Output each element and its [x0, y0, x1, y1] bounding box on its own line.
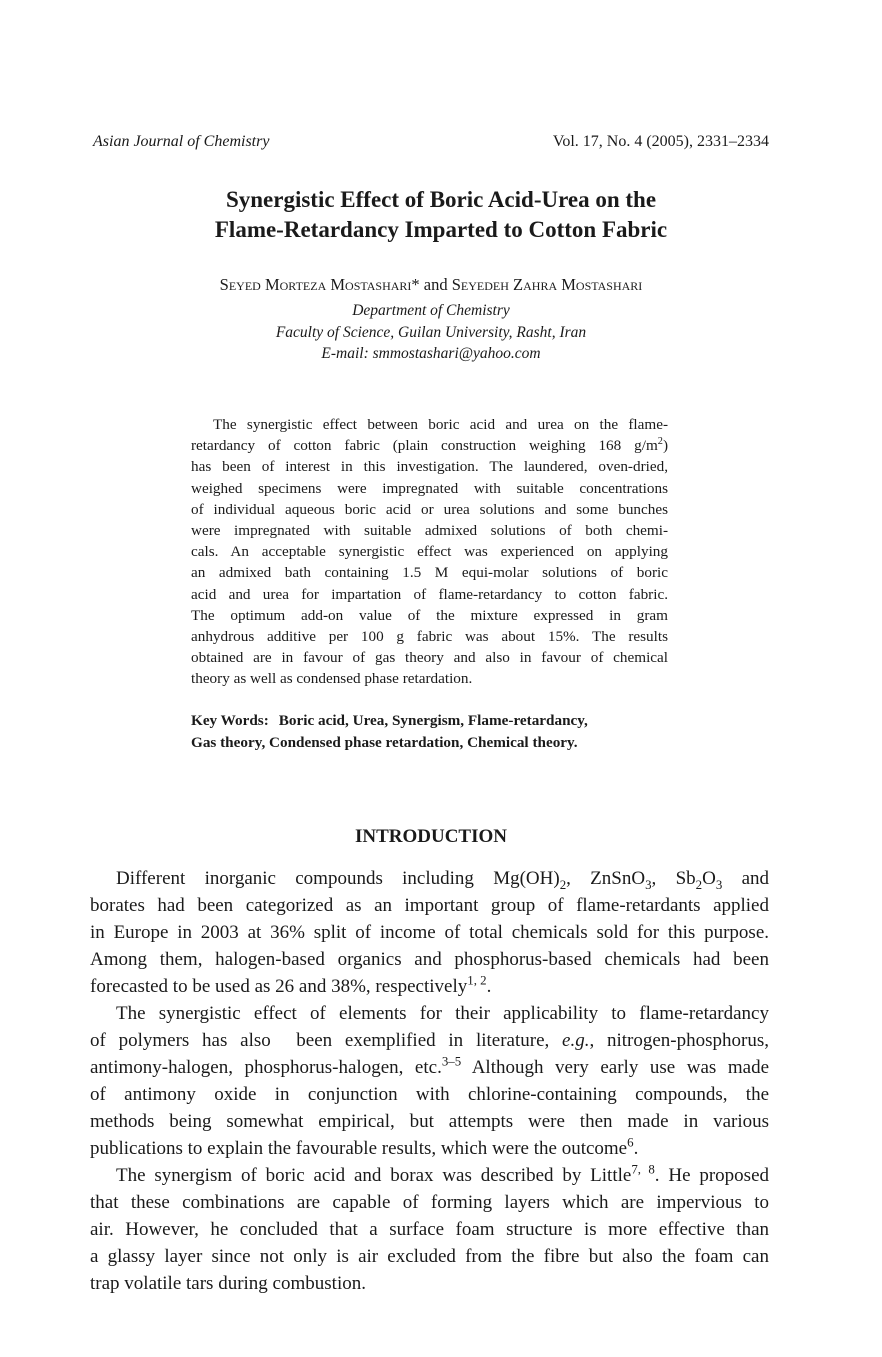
author-connector: and: [419, 275, 452, 294]
abstract-line: cals. An acceptable synergistic effect was experienced on applying: [191, 543, 668, 561]
abstract-line: were impregnated with suitable admixed solutions of both chemi-: [191, 521, 668, 539]
keywords-line-2: Gas theory, Condensed phase retardation, Chemical theory.: [191, 733, 578, 751]
abstract-line: has been of interest in this investigation. The laundered, oven-dried,: [191, 458, 668, 476]
paragraph-1-line: in Europe in 2003 at 36% split of income of total chemicals sold for this purpose.: [90, 922, 769, 943]
paragraph-2-line: antimony-halogen, phosphorus-halogen, etc.$^{3-5}$ Although very early use was made: [90, 1053, 770, 1078]
abstract-line: retardancy of cotton fabric (plain construction weighing 168 $g/m^2$): [191, 436, 668, 455]
paragraph-1-line: forecasted to be used as 26 and 38%, respectively$^{1, 2}$.: [90, 972, 492, 997]
paragraph-3-line: a glassy layer since not only is air excluded from the fibre but also the foam can: [90, 1246, 769, 1267]
paragraph-3-line: trap volatile tars during combustion.: [90, 1273, 366, 1294]
abstract-line: of individual aqueous boric acid or urea solutions and some bunches: [191, 500, 668, 518]
faculty: Faculty of Science, Guilan University, Rasht, Iran: [275, 323, 587, 341]
paragraph-3-line: The synergism of boric acid and borax was described by Little$^{7, 8}$. He proposed: [116, 1161, 770, 1186]
paragraph-2-line: methods being somewhat empirical, but attempts were then made in various: [90, 1111, 769, 1132]
paragraph-1-line: Among them, halogen-based organics and phosphorus-based chemicals had been: [90, 949, 769, 970]
abstract-line: acid and urea for impartation of flame-retardancy to cotton fabric.: [191, 585, 668, 603]
paragraph-1-line: Different inorganic compounds including $Mg(OH)_2$, ZnSnO$_3$, $Sb_2O_3$ and: [116, 868, 769, 892]
title-line-2: Flame-Retardancy Imparted to Cotton Fabric: [214, 217, 668, 242]
paragraph-2-line: publications to explain the favourable results, which were the outcome$^6$.: [90, 1134, 639, 1159]
abstract-line: an admixed bath containing 1.5 M equi-molar solutions of boric: [191, 564, 668, 582]
abstract-line: The synergistic effect between boric acid and urea on the flame-: [213, 416, 668, 433]
paragraph-3-line: air. However, he concluded that a surface foam structure is more effective than: [90, 1219, 769, 1240]
abstract-line: The optimum add-on value of the mixture expressed in gram: [191, 606, 668, 624]
author-2: Seyedeh Zahra Mostashari: [451, 275, 643, 294]
volume-info: Vol. 17, No. 4 (2005), 2331–2334: [552, 133, 769, 150]
affiliation: [0, 300, 862, 365]
paragraph-3-line: that these combinations are capable of forming layers which are impervious to: [90, 1192, 769, 1213]
email: E-mail: smmostashari@yahoo.com: [321, 345, 541, 362]
paragraph-2-line: of antimony oxide in conjunction with chlorine-containing compounds, the: [90, 1084, 769, 1105]
abstract: [191, 414, 668, 689]
abstract-line: anhydrous additive per 100 g fabric was about 15%. The results: [191, 627, 668, 645]
section-heading-introduction: INTRODUCTION: [354, 826, 508, 847]
paragraph-2-line: The synergistic effect of elements for their applicability to flame-retardancy: [116, 1003, 769, 1024]
department: Department of Chemistry: [352, 302, 510, 319]
paragraph-1-line: borates had been categorized as an important group of flame-retardants applied: [90, 895, 769, 916]
author-1: Seyed Morteza Mostashari*: [219, 275, 420, 294]
paper-title: [0, 185, 882, 245]
keywords: [191, 710, 668, 753]
title-line-1: Synergistic Effect of Boric Acid-Urea on the: [225, 187, 657, 212]
keywords-label: Key Words:: [191, 712, 269, 729]
abstract-line: obtained are in favour of gas theory and also in favour of chemical: [191, 649, 668, 667]
keywords-line-1: Key Words: Boric acid, Urea, Synergism, Flame-retardancy,: [191, 712, 588, 729]
abstract-line: weighed specimens were impregnated with suitable concentrations: [191, 479, 668, 497]
abstract-line: theory as well as condensed phase retardation.: [191, 670, 473, 688]
journal-name: Asian Journal of Chemistry: [93, 133, 270, 150]
paragraph-2-line: of polymers has also been exemplified in literature, e.g., nitrogen-phosphorus,: [90, 1030, 769, 1051]
introduction-body: [90, 865, 769, 1297]
authors: [0, 275, 862, 295]
